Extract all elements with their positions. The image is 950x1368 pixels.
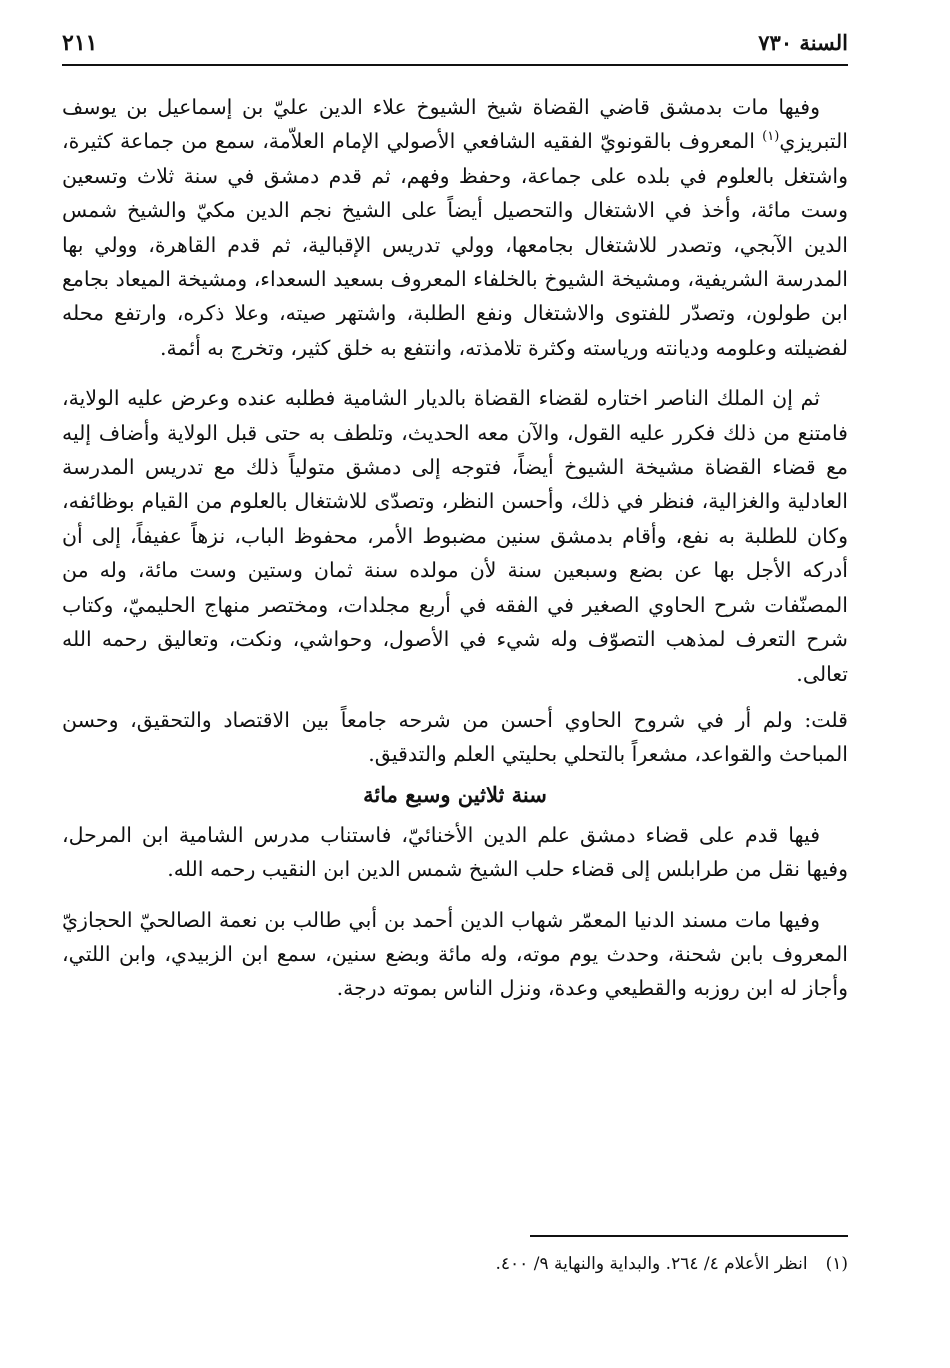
footnote-number: (١) xyxy=(825,1254,848,1274)
footnote xyxy=(300,1250,848,1278)
paragraph-text: وفيها مات بدمشق قاضي القضاة شيخ الشيوخ علاء الدين عليّ بن إسماعيل بن يوسف التبريزي xyxy=(62,95,848,154)
paragraph-obituary-hajjar: وفيها مات مسند الدنيا المعمّر شهاب الدين أحمد بن أبي طالب بن نعمة الصالحيّ الحجازيّ المعروف بابن شحنة، وحدث يوم موته، وله مائة وبضع سنين، سمع ابن الزبيدي، وابن اللتي، وأجاز له ابن روزبه والقطيعي وعدة، ونزل الناس بموته درجة. xyxy=(62,907,848,1001)
footnote-reference[interactable]: (١) xyxy=(762,129,780,145)
page-header xyxy=(62,30,848,64)
section-heading: سنة ثلاثين وسبع مائة xyxy=(363,781,547,807)
footnote-text: انظر الأعلام ٤/ ٢٦٤. والبداية والنهاية ٩/ ٤٠٠. xyxy=(495,1254,808,1274)
main-text xyxy=(62,90,848,1006)
page-number: ٢١١ xyxy=(62,30,98,56)
paragraph-appointment: ثم إن الملك الناصر اختاره لقضاء القضاة بالديار الشامية فطلبه عنده وعرض عليه الولاية، فامتنع من ذلك فكرر عليه القول، والآن معه الحديث، وتلطف به حتى قبل الولاية وأضاف إليه مع قضاء القضاة مشيخة الشيوخ أيضاً، فتوجه إلى دمشق متولياً ذلك مع تدريس المدرسة العادلية والغزالية، فنظر في ذلك، وأحسن النظر، وتصدّى للاشتغال بالعلوم من القيام بوظائفه، وكان للطلبة به نفع، وأقام بدمشق سنين مضبوط الأمر، محفوظ الباب، نزهاً عفيفاً، إلى أن أدركه الأجل بها عن بضع وسبعين سنة لأن مولده سنة ثمان وستين وست مائة، وله من المصنّفات شرح الحاوي الصغير في الفقه في أربع مجلدات، ومختصر منهاج الحليميّ، وكتاب شرح التعرف لمذهب التصوّف وله شيء في الأصول، وحواشي، ونكت، وتعاليق رحمه الله تعالى. xyxy=(62,386,848,686)
paragraph-author-note: قلت: ولم أر في شروح الحاوي أحسن من شرحه جامعاً بين الاقتصاد والتحقيق، وحسن المباحث والقواعد، مشعراً بالتحلي بحليتي العلم والتدقيق. xyxy=(62,707,848,767)
paragraph-spacer xyxy=(62,365,848,381)
header-rule xyxy=(62,64,848,66)
footnote-rule xyxy=(530,1235,848,1237)
running-head-year: السنة ٧٣٠ xyxy=(758,30,848,55)
paragraph-spacer xyxy=(62,691,848,703)
paragraph-obituary-qunawi xyxy=(62,90,848,365)
paragraph-spacer xyxy=(62,887,848,903)
paragraph-text-continued: المعروف بالقونويّ الفقيه الشافعي الأصولي الإمام العلاّمة، سمع من جماعة كثيرة، واشتغل بالعلوم في بلده على جماعة، وحفظ وفهم، ثم قدم دمشق في سنة ثلاث وتسعين وست مائة، وأخذ في الاشتغال والتحصيل أيضاً على الشيخ نجم الدين مكيّ والشيخ شمس الدين الآبجي، وتصدر للاشتغال بجامعها، وولي تدريس الإقبالية، ثم قدم القاهرة، وولي بها المدرسة الشريفية، ومشيخة الشيوخ بالخلفاء المعروف بسعيد السعداء، ومشيخة الميعاد بجامع ابن طولون، وتصدّر للفتوى والاشتغال ونفع الطلبة، واشتهر صيته، وعلا ذكره، وارتفع محله لفضيلته وعلومه وديانته ورياسته وكثرة تلامذته، وانتفع به خلق كثير، وتخرج به أئمة. xyxy=(62,129,848,360)
paragraph-year-events: فيها قدم على قضاء دمشق علم الدين الأخنائيّ، فاستناب مدرس الشامية ابن المرحل، وفيها نقل من طرابلس إلى قضاء حلب الشيخ شمس الدين ابن النقيب رحمه الله. xyxy=(62,822,848,882)
